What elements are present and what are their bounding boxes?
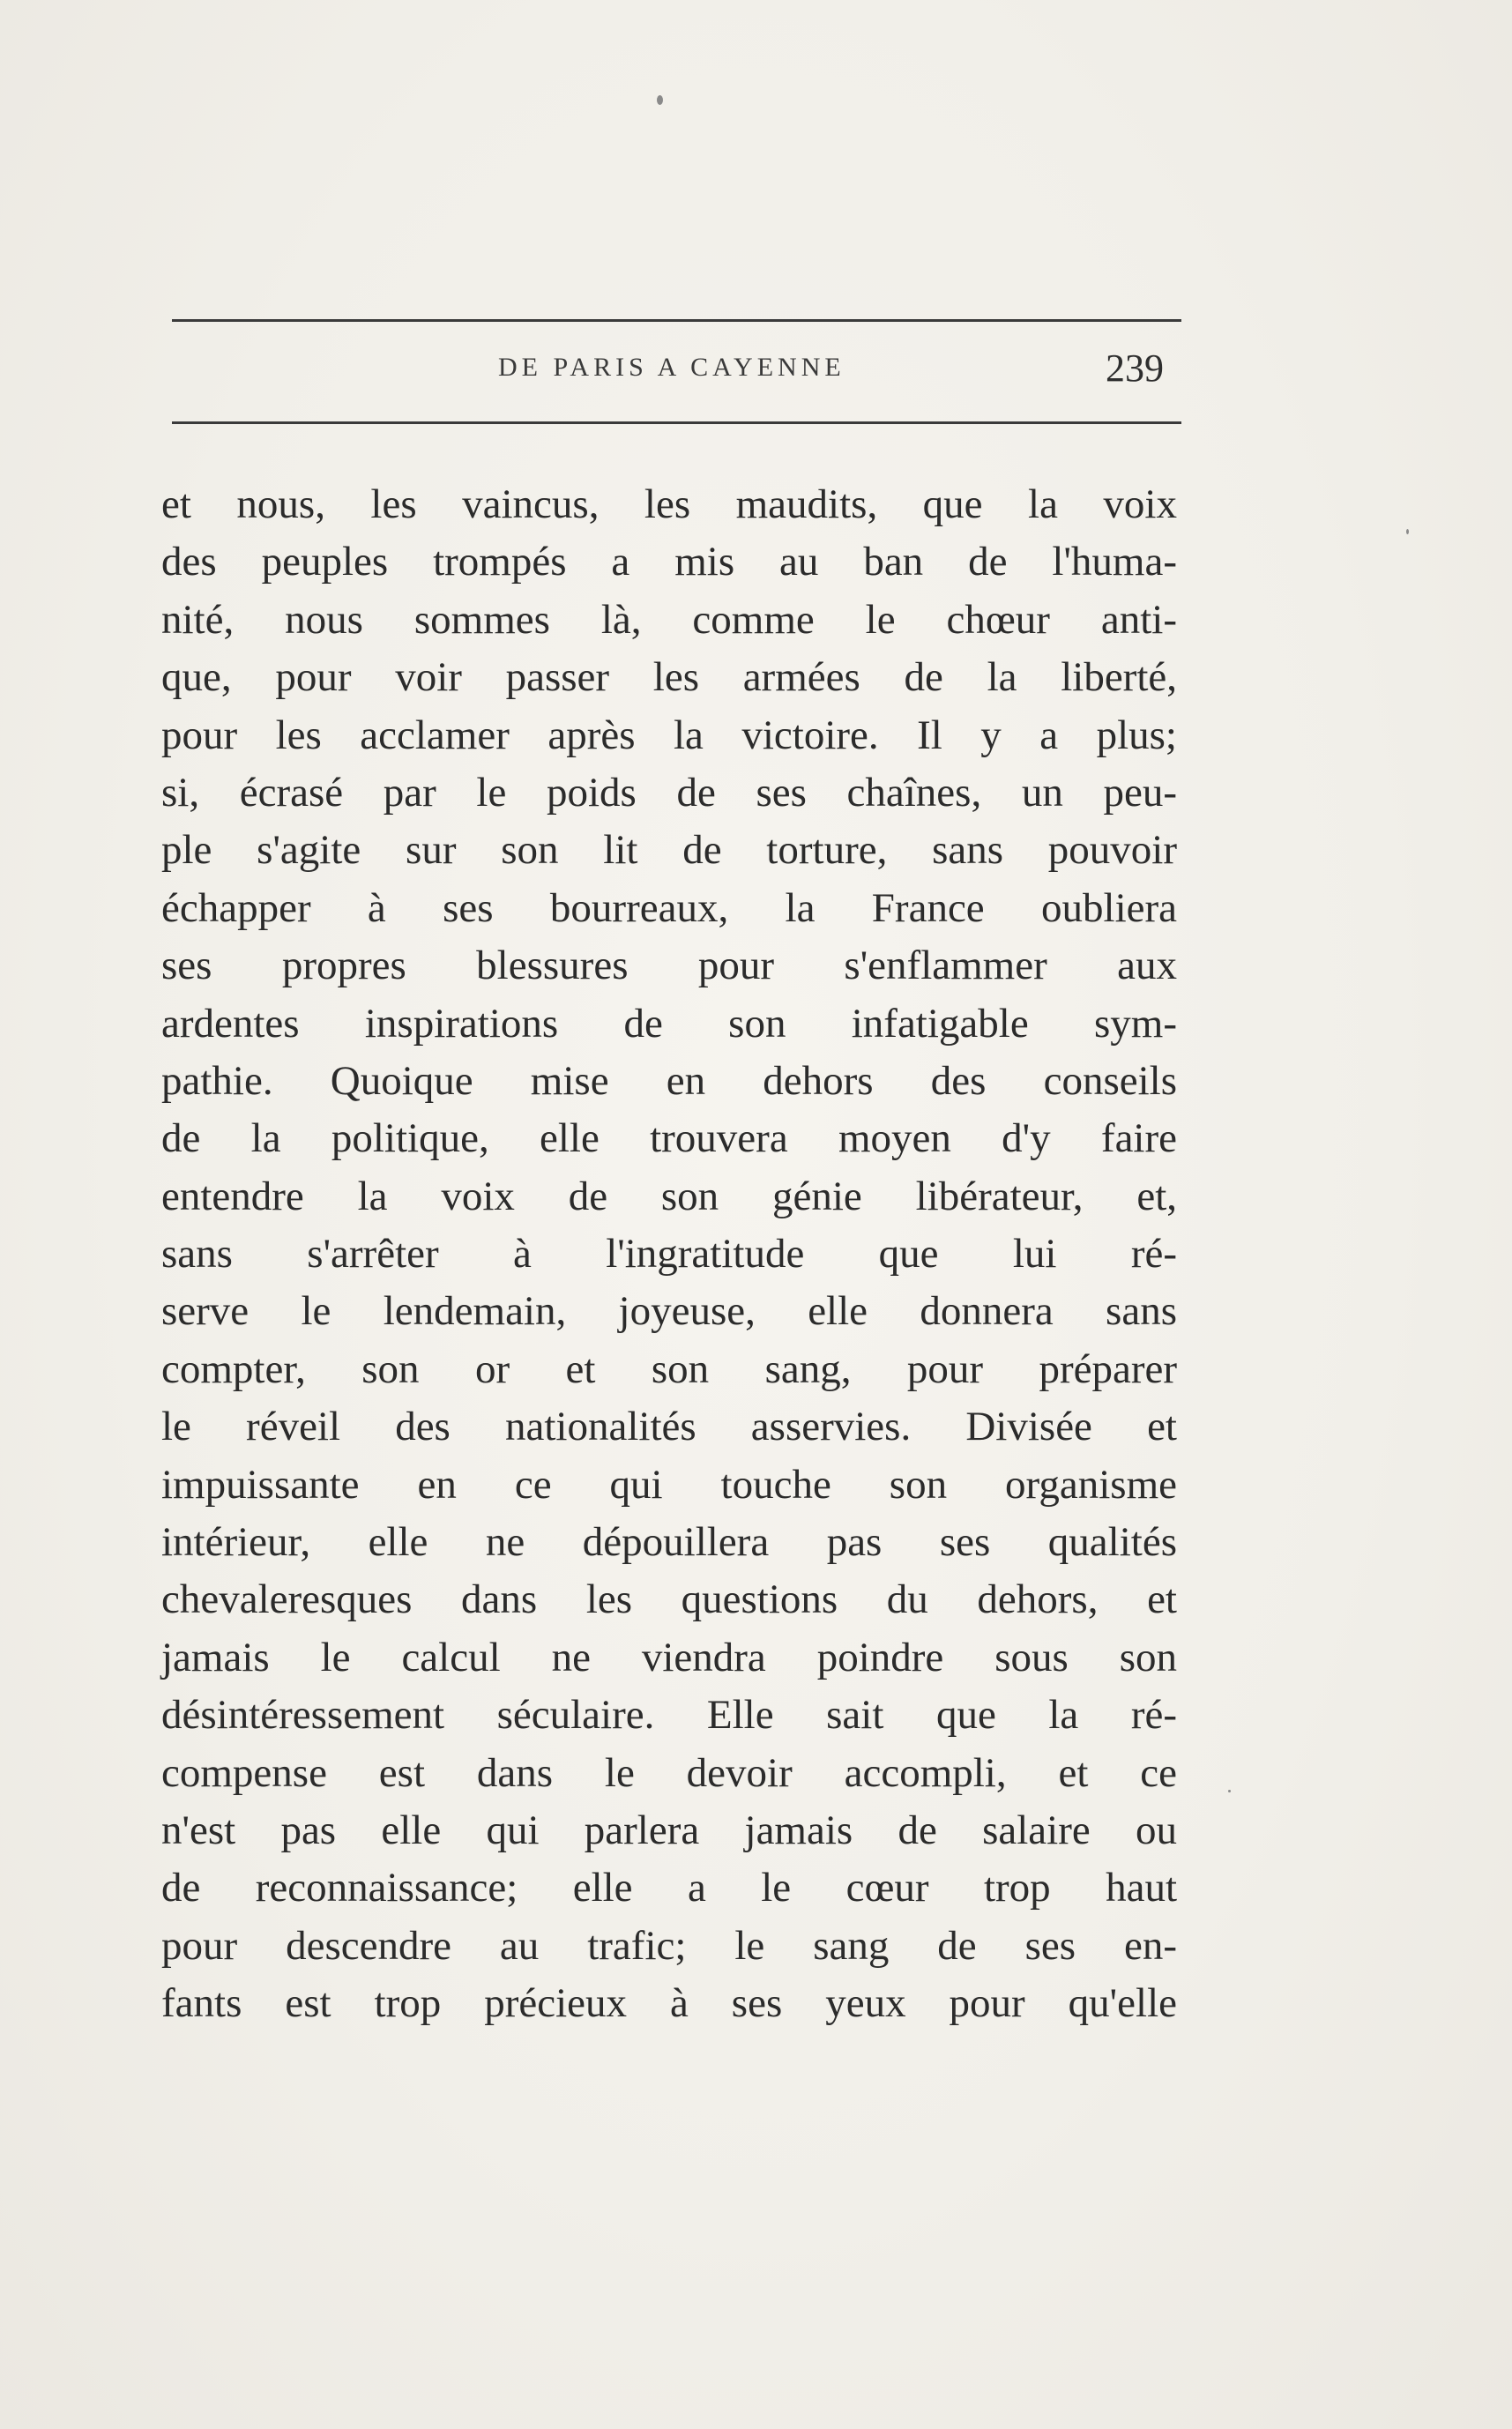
text-line: sans s'arrêter à l'ingratitude que lui ré- — [161, 1231, 1177, 1278]
text-line: serve le lendemain, joyeuse, elle donnera sans — [161, 1288, 1177, 1335]
text-line: de la politique, elle trouvera moyen d'y faire — [161, 1115, 1177, 1162]
text-line: pour les acclamer après la victoire. Il y a plus; — [161, 712, 1177, 758]
text-line: désintéressement séculaire. Elle sait que la ré- — [161, 1692, 1177, 1739]
text-line: compense est dans le devoir accompli, et ce — [161, 1749, 1177, 1796]
text-line: pour descendre au trafic; le sang de ses en- — [161, 1922, 1177, 1969]
text-line: compter, son or et son sang, pour préparer — [161, 1345, 1177, 1392]
text-line: que, pour voir passer les armées de la liberté, — [161, 654, 1177, 701]
text-line: des peuples trompés a mis au ban de l'huma- — [161, 539, 1177, 585]
paper-speck — [1406, 529, 1409, 534]
text-line: nité, nous sommes là, comme le chœur anti- — [161, 596, 1177, 643]
text-line: ses propres blessures pour s'enflammer aux — [161, 943, 1177, 989]
page-number: 239 — [1106, 346, 1164, 390]
text-line: de reconnaissance; elle a le cœur trop haut — [161, 1865, 1177, 1911]
text-line: le réveil des nationalités asservies. Divisée et — [161, 1404, 1177, 1450]
page-header — [172, 346, 1181, 399]
text-line: fants est trop précieux à ses yeux pour qu'elle — [161, 1980, 1177, 2027]
text-line: jamais le calcul ne viendra poindre sous son — [161, 1634, 1177, 1680]
text-line: ple s'agite sur son lit de torture, sans pouvoir — [161, 827, 1177, 874]
running-title: DE PARIS A CAYENNE — [498, 353, 845, 382]
paper-speck — [657, 95, 663, 105]
text-line: impuissante en ce qui touche son organisme — [161, 1461, 1177, 1508]
text-line: si, écrasé par le poids de ses chaînes, un peu- — [161, 769, 1177, 816]
text-line: ardentes inspirations de son infatigable sym- — [161, 1000, 1177, 1047]
text-line: intérieur, elle ne dépouillera pas ses qualités — [161, 1519, 1177, 1566]
text-line: entendre la voix de son génie libérateur, et, — [161, 1173, 1177, 1219]
text-line: n'est pas elle qui parlera jamais de salaire ou — [161, 1807, 1177, 1853]
text-line: échapper à ses bourreaux, la France oubliera — [161, 884, 1177, 931]
paper-speck — [1228, 1790, 1231, 1792]
header-rule-top — [172, 319, 1181, 322]
text-line: et nous, les vaincus, les maudits, que la voix — [161, 481, 1177, 527]
body-text — [161, 476, 1177, 2033]
header-rule-bottom — [172, 421, 1181, 424]
text-line: chevaleresques dans les questions du dehors, et — [161, 1576, 1177, 1623]
text-line: pathie. Quoique mise en dehors des conseils — [161, 1057, 1177, 1104]
